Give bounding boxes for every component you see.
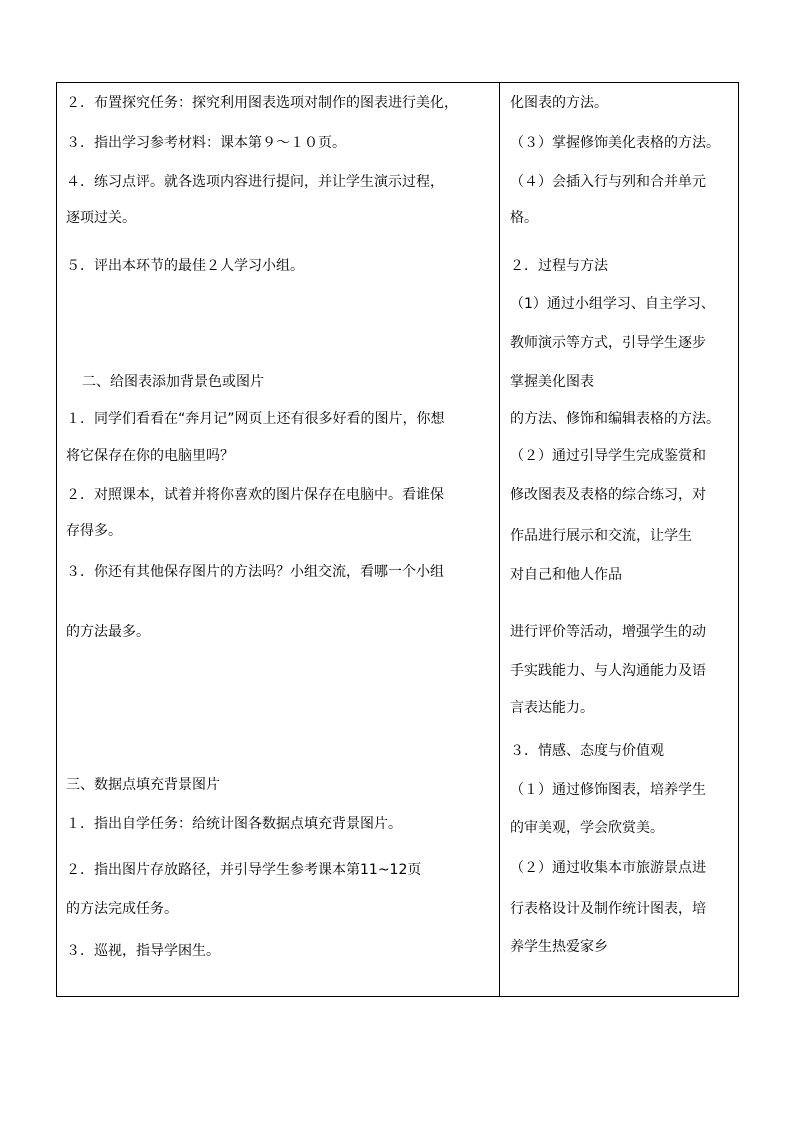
left-line: ３．巡视，指导学困生。	[66, 943, 220, 959]
left-line: ２．布置探究任务：探究利用图表选项对制作的图表进行美化，	[66, 95, 458, 111]
left-line: １．指出自学任务：给统计图各数据点填充背景图片。	[66, 816, 402, 832]
left-line: 的方法最多。	[66, 624, 150, 640]
column-divider	[499, 83, 500, 996]
left-line: ３．你还有其他保存图片的方法吗？小组交流，看哪一个小组	[66, 564, 444, 580]
right-line: 进行评价等活动，增强学生的动	[510, 624, 706, 640]
right-line: 的方法、修饰和编辑表格的方法。	[510, 411, 720, 427]
left-line: 将它保存在你的电脑里吗？	[66, 448, 234, 464]
right-line: （２）通过引导学生完成鉴赏和	[510, 448, 706, 464]
left-line: ２．对照课本，试着并将你喜欢的图片保存在电脑中。看谁保	[66, 487, 444, 503]
right-line: 教师演示等方式，引导学生逐步	[510, 335, 706, 351]
right-line: 作品进行展示和交流，让学生	[510, 528, 692, 544]
right-line: ３．情感、态度与价值观	[510, 743, 664, 759]
left-line: ４．练习点评。就各选项内容进行提问，并让学生演示过程，	[66, 174, 444, 190]
right-line: （３）掌握修饰美化表格的方法。	[510, 135, 720, 151]
right-line: 格。	[510, 210, 538, 226]
right-line: 言表达能力。	[510, 700, 594, 716]
right-line: 修改图表及表格的综合练习，对	[510, 487, 706, 503]
right-line: 的审美观，学会欣赏美。	[510, 820, 664, 836]
right-line: （1）通过小组学习、自主学习、	[510, 296, 715, 312]
section-heading: 三、数据点填充背景图片	[66, 777, 220, 793]
right-line: 对自己和他人作品	[510, 567, 622, 583]
left-line: ２．指出图片存放路径，并引导学生参考课本第11~12页	[66, 862, 422, 878]
left-line: 存得多。	[66, 523, 122, 539]
right-line: 手实践能力、与人沟通能力及语	[510, 663, 706, 679]
right-line: （４）会插入行与列和合并单元	[510, 174, 706, 190]
left-line: ３．指出学习参考材料：课本第９～１０页。	[66, 135, 346, 151]
right-line: 养学生热爱家乡	[510, 939, 608, 955]
right-line: 化图表的方法。	[510, 95, 608, 111]
section-heading: 二、给图表添加背景色或图片	[82, 374, 264, 390]
right-line: 掌握美化图表	[510, 374, 594, 390]
right-line: 行表格设计及制作统计图表，培	[510, 901, 706, 917]
left-line: 逐项过关。	[66, 210, 136, 226]
lesson-table	[56, 82, 739, 997]
left-line: ５．评出本环节的最佳２人学习小组。	[66, 258, 304, 274]
right-line: （１）通过修饰图表，培养学生	[510, 782, 706, 798]
right-line: （２）通过收集本市旅游景点进	[510, 860, 706, 876]
right-line: ２．过程与方法	[510, 258, 608, 274]
left-line: 的方法完成任务。	[66, 901, 178, 917]
left-line: １．同学们看看在“奔月记”网页上还有很多好看的图片，你想	[66, 411, 445, 427]
